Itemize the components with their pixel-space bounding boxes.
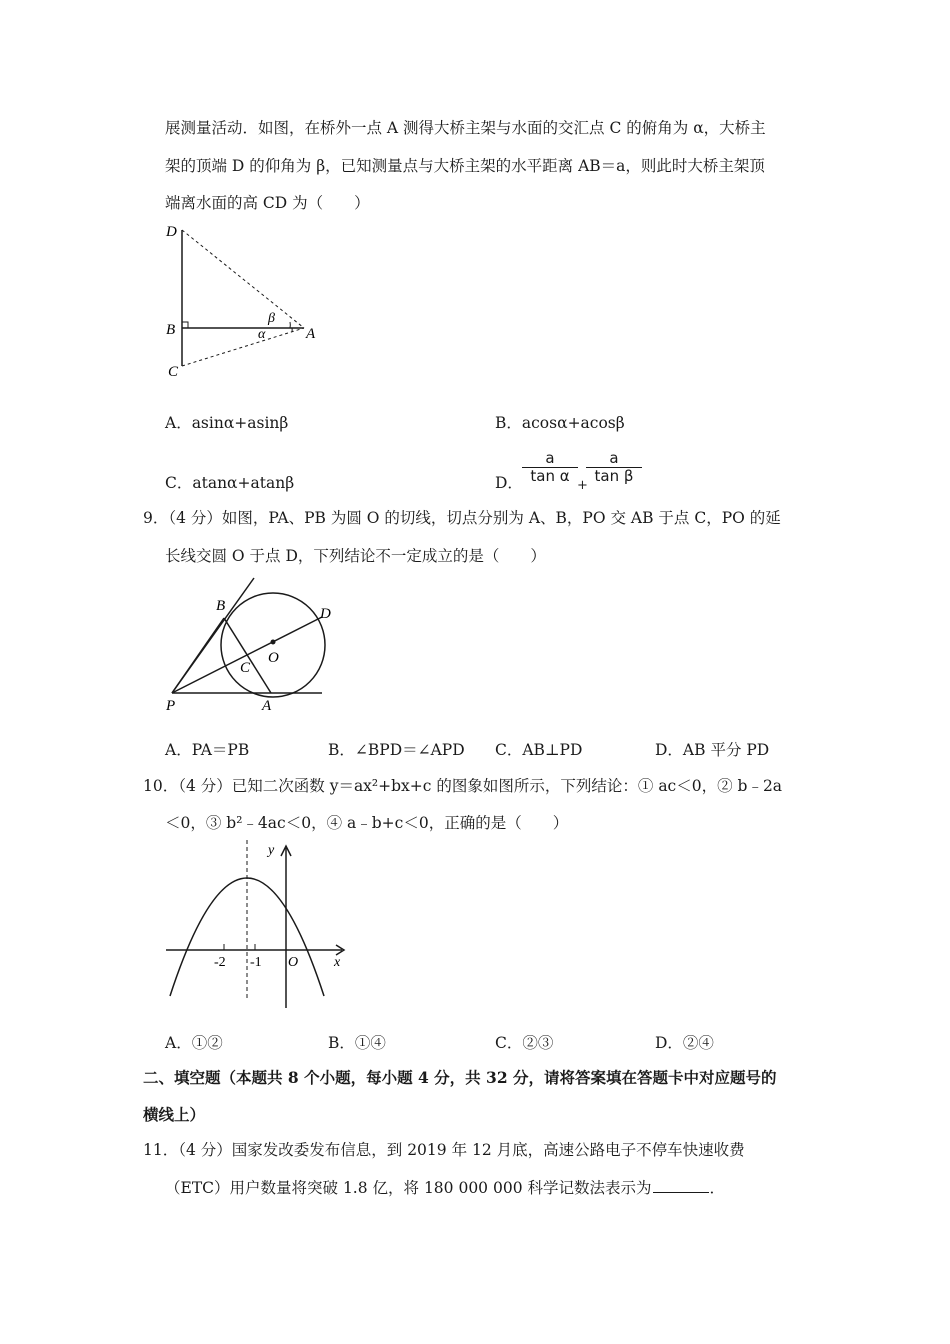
q8-option-d-fraction-1 — [522, 450, 578, 485]
q8-label-alpha: α — [258, 327, 266, 342]
q9-center-point — [271, 640, 276, 645]
q8-text-line1: 展测量活动．如图，在桥外一点 A 测得大桥主架与水面的交汇点 C 的俯角为 α，大桥主 — [165, 119, 766, 137]
q9-label-a: A — [262, 698, 272, 714]
q9-option-c[interactable]: C．AB⊥PD — [495, 741, 583, 759]
q9-text-line2: 长线交圆 O 于点 D，下列结论不一定成立的是（ ） — [165, 547, 546, 565]
q8-label-c: C — [168, 364, 179, 380]
q8-line-ad — [182, 230, 304, 328]
q9-chord-ab — [224, 618, 271, 693]
q10-label-minus2: -2 — [214, 955, 226, 970]
q11-text-line1: 11．（4 分）国家发改委发布信息，到 2019 年 12 月底，高速公路电子不停车快速收费 — [143, 1141, 745, 1159]
q9-segment-pb — [172, 618, 224, 693]
q8-option-c[interactable]: C．atanα+atanβ — [165, 474, 295, 492]
q11-text-line2-body: （ETC）用户数量将突破 1.8 亿，将 180 000 000 科学记数法表示为 — [165, 1179, 652, 1197]
q8-text-line3: 端离水面的高 CD 为（ ） — [165, 194, 370, 212]
q10-parabola — [170, 878, 324, 996]
q8-option-d-numerator-1: a — [522, 450, 578, 468]
q10-figure — [158, 838, 358, 1013]
q8-option-d-denominator-1: tan α — [530, 467, 570, 485]
q11-answer-blank[interactable] — [653, 1178, 709, 1193]
q10-label-x: x — [334, 955, 341, 970]
q10-option-a[interactable]: A．①② — [165, 1034, 223, 1052]
q9-option-d[interactable]: D．AB 平分 PD — [655, 741, 770, 759]
q8-option-d[interactable]: D． — [495, 474, 523, 492]
q10-label-y: y — [268, 843, 275, 858]
q8-option-d-numerator-2: a — [586, 450, 642, 468]
q8-option-b[interactable]: B．acosα+acosβ — [495, 414, 625, 432]
q8-label-a: A — [306, 326, 316, 342]
q9-label-c: C — [240, 660, 251, 676]
q8-option-d-plus: + — [577, 478, 588, 493]
q10-label-origin: O — [288, 955, 299, 970]
q9-option-a[interactable]: A．PA＝PB — [165, 741, 250, 759]
q8-label-d: D — [166, 224, 177, 240]
q9-label-b: B — [216, 598, 226, 614]
q8-text-line2: 架的顶端 D 的仰角为 β，已知测量点与大桥主架的水平距离 AB＝a，则此时大桥主架顶 — [165, 157, 765, 175]
q8-right-angle-mark — [182, 322, 188, 328]
q8-option-a[interactable]: A．asinα+asinβ — [165, 414, 289, 432]
q9-figure — [158, 572, 338, 717]
q9-text-line1: 9．（4 分）如图，PA、PB 为圆 O 的切线，切点分别为 A、B，PO 交 AB 于点 C，PO 的延 — [143, 509, 781, 527]
q9-circle-o — [221, 593, 325, 697]
q9-label-d: D — [320, 606, 331, 622]
section2-heading-line2: 横线上） — [143, 1105, 206, 1124]
q8-label-b: B — [166, 322, 176, 338]
q9-option-b[interactable]: B．∠BPD＝∠APD — [328, 741, 465, 759]
q11-text-line2 — [165, 1178, 725, 1198]
section2-heading-line1: 二、填空题（本题共 8 个小题，每小题 4 分，共 32 分，请将答案填在答题卡中对应题号的 — [143, 1068, 777, 1087]
q10-option-c[interactable]: C．②③ — [495, 1034, 554, 1052]
q9-label-p: P — [166, 698, 176, 714]
q10-option-b[interactable]: B．①④ — [328, 1034, 386, 1052]
q10-text-line1: 10．（4 分）已知二次函数 y＝ax²+bx+c 的图象如图所示，下列结论：① ac＜0，② b﹣2a — [143, 777, 783, 795]
q10-label-minus1: -1 — [250, 955, 262, 970]
q8-option-d-fraction-2 — [586, 450, 642, 485]
q8-option-d-denominator-2: tan β — [594, 467, 634, 485]
q8-label-beta: β — [268, 311, 275, 326]
q8-line-ac — [182, 328, 304, 366]
q11-text-line2-end: ． — [709, 1179, 725, 1197]
q8-figure — [158, 218, 328, 383]
q10-option-d[interactable]: D．②④ — [655, 1034, 714, 1052]
q9-label-o: O — [268, 650, 279, 666]
q10-text-line2: ＜0，③ b²﹣4ac＜0，④ a﹣b+c＜0，正确的是（ ） — [165, 814, 569, 832]
